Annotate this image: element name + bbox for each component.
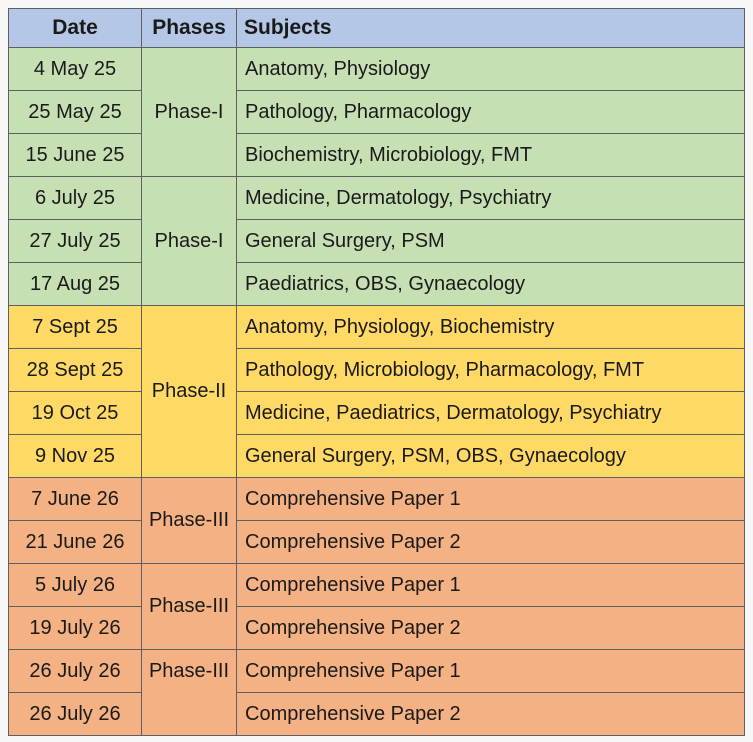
subjects-cell: Medicine, Paediatrics, Dermatology, Psychiatry [237, 392, 745, 435]
phase-cell: Phase-I [142, 48, 237, 177]
date-cell: 19 July 26 [9, 607, 142, 650]
table-row [9, 349, 745, 392]
date-cell: 6 July 25 [9, 177, 142, 220]
header-row [9, 9, 745, 48]
date-cell: 19 Oct 25 [9, 392, 142, 435]
table-row [9, 693, 745, 736]
header-date: Date [9, 9, 142, 48]
phase-cell: Phase-III [142, 478, 237, 564]
date-cell: 9 Nov 25 [9, 435, 142, 478]
date-cell: 27 July 25 [9, 220, 142, 263]
table-row [9, 306, 745, 349]
subjects-cell: Anatomy, Physiology [237, 48, 745, 91]
subjects-cell: Comprehensive Paper 2 [237, 693, 745, 736]
subjects-cell: Paediatrics, OBS, Gynaecology [237, 263, 745, 306]
subjects-cell: General Surgery, PSM, OBS, Gynaecology [237, 435, 745, 478]
date-cell: 28 Sept 25 [9, 349, 142, 392]
phase-cell: Phase-II [142, 306, 237, 478]
date-cell: 21 June 26 [9, 521, 142, 564]
subjects-cell: Comprehensive Paper 1 [237, 650, 745, 693]
phase-cell: Phase-I [142, 177, 237, 306]
table-row [9, 607, 745, 650]
phase-cell: Phase-III [142, 650, 237, 736]
header-subjects: Subjects [237, 9, 745, 48]
subjects-cell: Comprehensive Paper 1 [237, 478, 745, 521]
date-cell: 26 July 26 [9, 650, 142, 693]
subjects-cell: Medicine, Dermatology, Psychiatry [237, 177, 745, 220]
table-row [9, 91, 745, 134]
table-row [9, 263, 745, 306]
subjects-cell: Pathology, Pharmacology [237, 91, 745, 134]
table-row [9, 521, 745, 564]
table-row [9, 564, 745, 607]
date-cell: 7 Sept 25 [9, 306, 142, 349]
date-cell: 25 May 25 [9, 91, 142, 134]
date-cell: 4 May 25 [9, 48, 142, 91]
table-row [9, 650, 745, 693]
subjects-cell: Comprehensive Paper 1 [237, 564, 745, 607]
date-cell: 17 Aug 25 [9, 263, 142, 306]
subjects-cell: General Surgery, PSM [237, 220, 745, 263]
table-row [9, 220, 745, 263]
date-cell: 15 June 25 [9, 134, 142, 177]
subjects-cell: Anatomy, Physiology, Biochemistry [237, 306, 745, 349]
subjects-cell: Biochemistry, Microbiology, FMT [237, 134, 745, 177]
phase-cell: Phase-III [142, 564, 237, 650]
date-cell: 7 June 26 [9, 478, 142, 521]
subjects-cell: Pathology, Microbiology, Pharmacology, FMT [237, 349, 745, 392]
table-row [9, 48, 745, 91]
table-row [9, 177, 745, 220]
exam-schedule-table [8, 8, 745, 736]
table-row [9, 435, 745, 478]
header-phases: Phases [142, 9, 237, 48]
date-cell: 5 July 26 [9, 564, 142, 607]
date-cell: 26 July 26 [9, 693, 142, 736]
subjects-cell: Comprehensive Paper 2 [237, 521, 745, 564]
table-row [9, 392, 745, 435]
table-row [9, 478, 745, 521]
subjects-cell: Comprehensive Paper 2 [237, 607, 745, 650]
table-row [9, 134, 745, 177]
